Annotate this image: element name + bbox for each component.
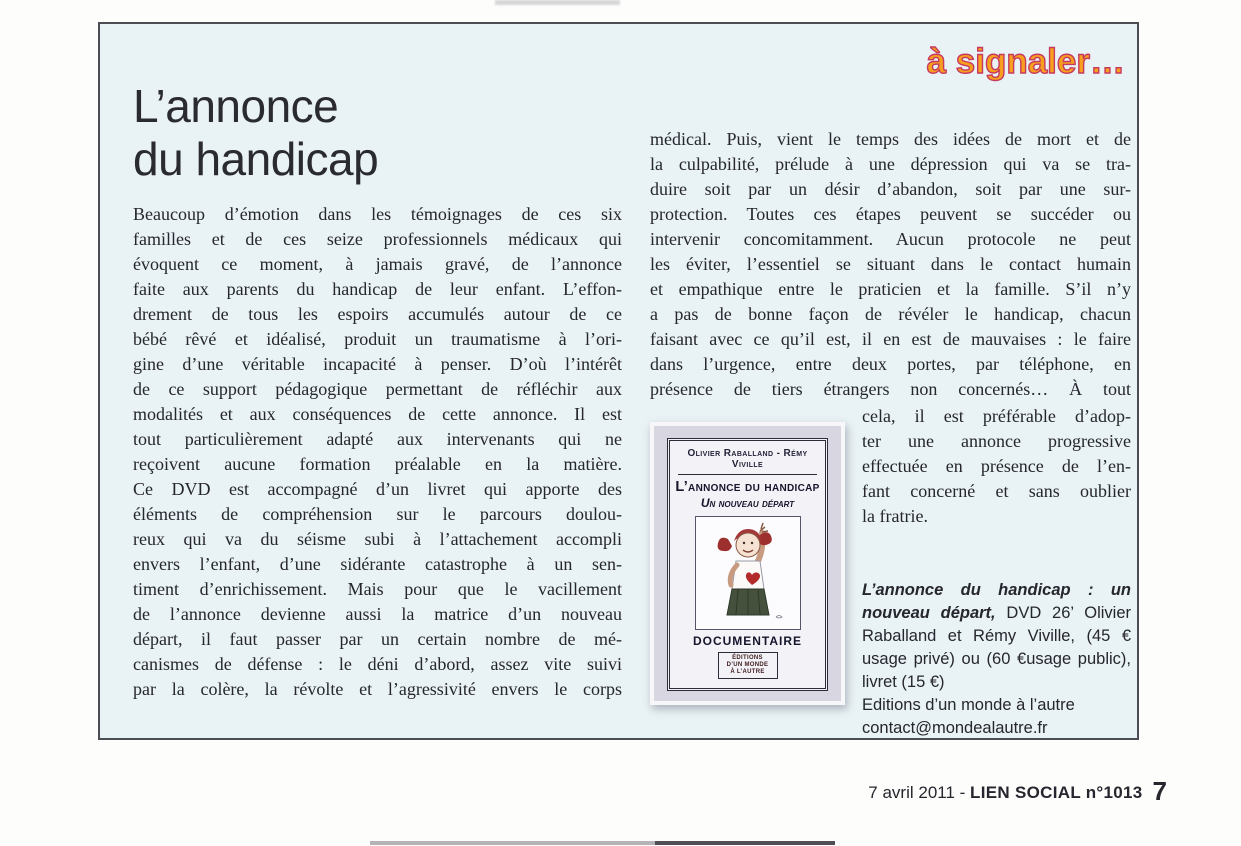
body-line: les éviter, l’essentiel se situant dans le contact humain xyxy=(650,254,1131,274)
body-line: présence de tiers étrangers non concernés… À tout xyxy=(650,379,1131,399)
body-line: faisant avec ce qu’il est, il en est de mauvaises : le faire xyxy=(650,329,1131,349)
left-column xyxy=(133,202,622,702)
body-line: la fratrie. xyxy=(862,506,928,526)
body-line: duire soit par un désir d’abandon, soit par une sur- xyxy=(650,179,1131,199)
body-line: modalités et aux conséquences de cette annonce. Il est xyxy=(133,404,622,424)
caption-publisher: Editions d’un monde à l’autre xyxy=(862,696,1075,714)
dvd-title: L’annonce du handicap xyxy=(675,479,820,495)
body-line: départ, il faut passer par un certain nombre de mé- xyxy=(133,629,622,649)
page-footer xyxy=(868,776,1167,807)
right-stack xyxy=(862,404,1131,740)
page-number: 7 xyxy=(1152,776,1167,806)
dvd-subtitle: Un nouveau départ xyxy=(700,496,795,510)
body-line: timent d’enrichissement. Mais pour que le vacillement xyxy=(133,579,622,599)
dvd-authors: Olivier Raballand - Rémy Viville xyxy=(687,448,808,470)
body-line: évoquent ce moment, à jamais gravé, de l’annonce xyxy=(133,254,622,274)
girl-illustration-svg xyxy=(697,517,799,627)
scan-artifact-bottom-dark xyxy=(655,841,835,845)
publisher-line: D’UN MONDE xyxy=(726,662,769,668)
footer-date: 7 avril 2011 - xyxy=(868,783,971,802)
girl-illustration xyxy=(695,516,801,630)
body-line: envers l’enfant, d’une sidérante catastrophe à un sen- xyxy=(133,554,622,574)
body-line: bébé rêvé et idéalisé, produit un traumatisme à l’ori- xyxy=(133,329,622,349)
right-column-top xyxy=(650,127,1131,402)
article-title xyxy=(133,80,378,186)
body-line: cela, il est préférable d’adop- xyxy=(862,406,1131,426)
wrap-text xyxy=(862,404,1131,529)
body-line: dans l’urgence, entre deux portes, par téléphone, en xyxy=(650,354,1131,374)
footer-journal: LIEN SOCIAL n°1013 xyxy=(970,783,1143,802)
publisher-line: ÉDITIONS xyxy=(732,655,763,661)
body-line: de ce support pédagogique permettant de réfléchir aux xyxy=(133,379,622,399)
body-line: gine d’une véritable incapacité à penser. D’où l’intérêt xyxy=(133,354,622,374)
body-line: Ce DVD est accompagné d’un livret qui apporte des xyxy=(133,479,622,499)
publisher-line: À L’AUTRE xyxy=(730,669,765,675)
caption-email: contact@mondealautre.fr xyxy=(862,719,1048,737)
scan-artifact-top xyxy=(495,0,620,5)
caption-main xyxy=(862,579,1131,694)
publisher-logo xyxy=(718,652,778,679)
body-line: Beaucoup d’émotion dans les témoignages de ces six xyxy=(133,204,622,224)
dvd-genre: DOCUMENTAIRE xyxy=(692,634,803,648)
caption-title: L’annonce du handicap : un nouveau départ, xyxy=(862,581,1131,622)
dvd-cover-image xyxy=(650,422,845,705)
body-line: ter une annonce progressive xyxy=(862,431,1131,451)
body-line: reux qui va du séisme subi à l’attachement accompli xyxy=(133,529,622,549)
article-panel xyxy=(98,22,1139,740)
body-line: canismes de défense : le déni d’abord, assez vite suivi xyxy=(133,654,622,674)
body-line: effectuée en présence de l’en- xyxy=(862,456,1131,476)
right-column xyxy=(650,127,1131,740)
dvd-cover-inner xyxy=(667,438,828,691)
scan-artifact-bottom-gray xyxy=(370,841,655,845)
body-line: familles et de ces seize professionnels médicaux qui xyxy=(133,229,622,249)
article-title-line1: L’annonce xyxy=(133,80,339,132)
body-line: tout particulièrement adapté aux intervenants qui ne xyxy=(133,429,622,449)
caption-details: DVD 26’ Olivier Raballand et Rémy Viville, (45 € usage privé) ou (60 €usage public), livret (15 €) xyxy=(862,604,1131,691)
bottom-row xyxy=(650,404,1131,740)
body-line: a pas de bonne façon de révéler le handicap, chacun xyxy=(650,304,1131,324)
body-line: intervenir concomitamment. Aucun protocole ne peut xyxy=(650,229,1131,249)
body-line: de l’annonce devienne aussi la matrice d’un nouveau xyxy=(133,604,622,624)
dvd-caption xyxy=(862,579,1131,740)
body-line: médical. Puis, vient le temps des idées de mort et de xyxy=(650,129,1131,149)
section-badge: à signaler… xyxy=(926,42,1125,81)
body-line: protection. Toutes ces étapes peuvent se succéder ou xyxy=(650,204,1131,224)
body-line: éléments de compréhension sur le parcours doulou- xyxy=(133,504,622,524)
body-line: fant concerné et sans oublier xyxy=(862,481,1131,501)
article-title-line2: du handicap xyxy=(133,133,379,185)
body-line: la culpabilité, prélude à une dépression qui va se tra- xyxy=(650,154,1131,174)
body-line: faite aux parents du handicap de leur enfant. L’effon- xyxy=(133,279,622,299)
body-line: par la colère, la révolte et l’agressivité envers le corps xyxy=(133,679,622,699)
body-line: et empathique entre le praticien et la famille. S’il n’y xyxy=(650,279,1131,299)
body-line: reçoivent aucune formation préalable en la matière. xyxy=(133,454,622,474)
dvd-rule xyxy=(678,474,817,475)
body-line: drement de tous les espoirs accumulés autour de ce xyxy=(133,304,622,324)
